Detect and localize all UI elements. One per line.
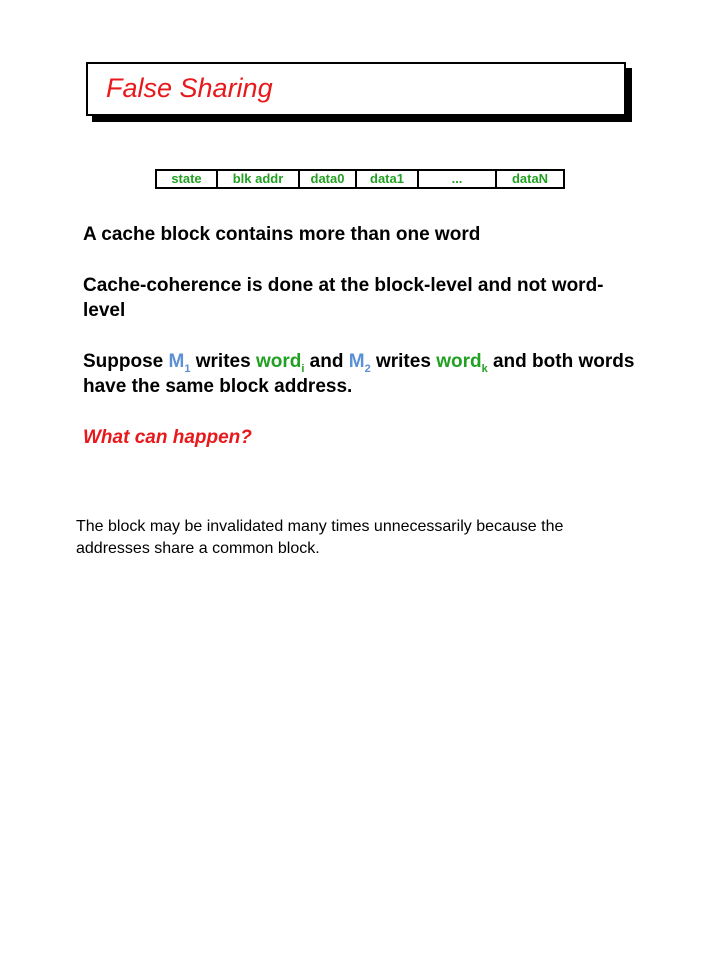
question-text: What can happen?: [83, 427, 252, 448]
text-suppose: Suppose: [83, 351, 169, 372]
word-k: word$_k$: [436, 351, 488, 375]
block-field-state: state: [157, 171, 218, 187]
paragraph-coherence: Cache-coherence is done at the block-level and not word-level: [83, 275, 604, 321]
answer-text: The block may be invalidated many times unnecessarily because the addresses share a common block.: [76, 518, 564, 557]
slide-title: False Sharing: [106, 73, 273, 103]
text-and: and: [304, 351, 349, 372]
paragraph-cache-block: A cache block contains more than one word: [83, 224, 481, 245]
block-field-datan: dataN: [511, 171, 549, 186]
main-content: [83, 222, 643, 476]
cache-block-diagram: [155, 169, 565, 189]
block-field-data0: data0: [300, 171, 357, 187]
text-writes-1: writes: [190, 351, 256, 372]
title-box: [86, 62, 626, 116]
block-field-ellipsis: ...: [419, 171, 497, 187]
block-field-blk-addr: blk addr: [218, 171, 300, 187]
paragraph-suppose: [83, 349, 643, 399]
processor-m2: $M_2$: [348, 351, 371, 375]
text-same-block: and both words have the same block address.: [83, 351, 635, 397]
word-i: word$_i$: [255, 351, 305, 375]
processor-m1: $M_1$: [168, 351, 191, 375]
text-writes-2: writes: [370, 351, 437, 372]
block-field-data1: data1: [357, 171, 419, 187]
